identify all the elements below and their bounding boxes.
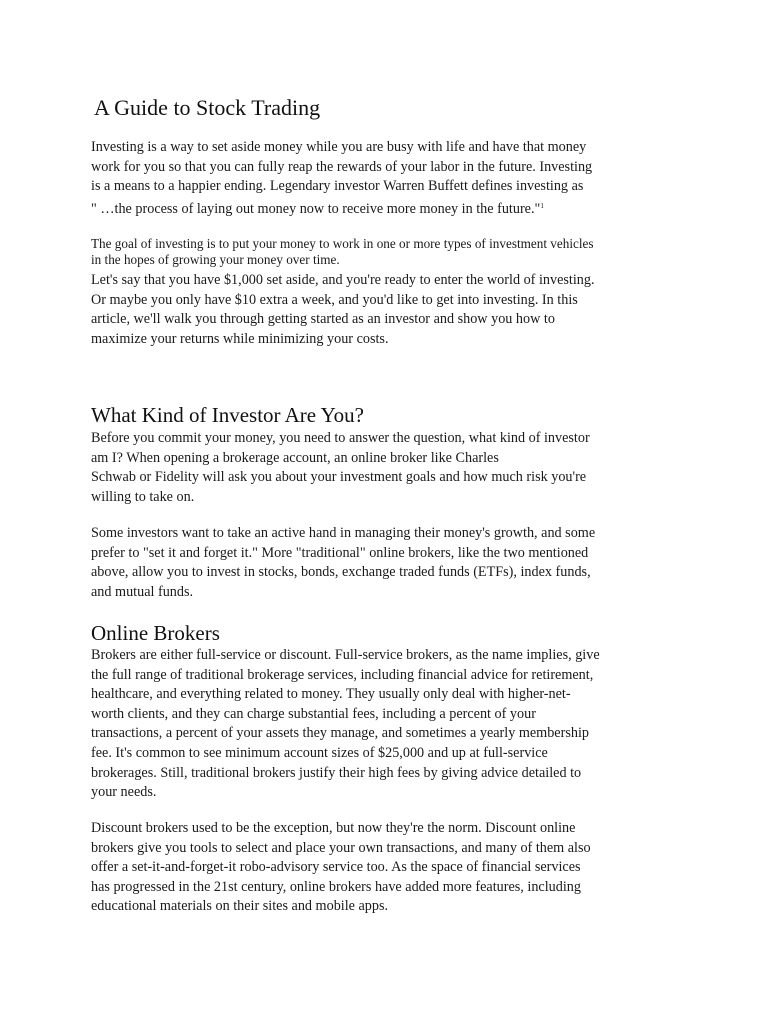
text-line: brokers give you tools to select and place your own transactions, and many of them also — [91, 839, 591, 856]
text-line: Brokers are either full-service or discount. Full-service brokers, as the name implies, give — [91, 647, 600, 663]
brokers-paragraph-1 — [91, 646, 691, 803]
text-line: Or maybe you only have $10 extra a week, and you'd like to get into investing. In this — [91, 291, 578, 308]
text-line: healthcare, and everything related to money. They usually only deal with higher-net- — [91, 686, 571, 703]
text-line: am I? When opening a brokerage account, an online broker like Charles — [91, 449, 499, 466]
document-title: A Guide to Stock Trading — [94, 95, 321, 120]
text-line: above, allow you to invest in stocks, bonds, exchange traded funds (ETFs), index funds, — [91, 564, 591, 581]
investor-section-heading: What Kind of Investor Are You? — [91, 403, 364, 427]
text-line: worth clients, and they can charge substantial fees, including a percent of your — [91, 705, 536, 722]
brokers-section-heading: Online Brokers — [91, 621, 220, 645]
goal-paragraph — [91, 236, 691, 268]
investor-paragraph-2 — [91, 524, 691, 602]
text-line: work for you so that you can fully reap the rewards of your labor in the future. Investing — [91, 158, 593, 175]
text-line: maximize your returns while minimizing your costs. — [91, 330, 389, 347]
text-line: Schwab or Fidelity will ask you about your investment goals and how much risk you're — [91, 469, 587, 486]
text-line: has progressed in the 21st century, online brokers have added more features, including — [91, 878, 581, 895]
text-line: educational materials on their sites and mobile apps. — [91, 898, 389, 915]
text-line: your needs. — [91, 784, 157, 801]
text-line: Discount brokers used to be the exception, but now they're the norm. Discount online — [91, 820, 576, 836]
text-line: is a means to a happier ending. Legendary investor Warren Buffett defines investing as — [91, 178, 584, 195]
text-line: Investing is a way to set aside money while you are busy with life and have that money — [91, 139, 587, 155]
footnote-marker: 1 — [540, 201, 544, 210]
text-line: offer a set-it-and-forget-it robo-advisory service too. As the space of financial services — [91, 859, 581, 876]
intro-paragraph — [91, 138, 691, 219]
text-line: in the hopes of growing your money over time. — [91, 252, 340, 267]
text-line: and mutual funds. — [91, 583, 194, 600]
text-line: willing to take on. — [91, 488, 195, 505]
investor-paragraph-1 — [91, 429, 691, 507]
text-line: article, we'll walk you through getting started as an investor and show you how to — [91, 311, 555, 328]
quote-text: " …the process of laying out money now to receive more money in the future." — [91, 200, 541, 217]
text-line — [91, 197, 691, 220]
text-line: Some investors want to take an active hand in managing their money's growth, and some — [91, 525, 596, 541]
text-line: The goal of investing is to put your money to work in one or more types of investment vehicles — [91, 236, 594, 251]
text-line: transactions, a percent of your assets they manage, and sometimes a yearly membership — [91, 725, 589, 742]
brokers-paragraph-2 — [91, 819, 691, 917]
getting-started-paragraph — [91, 271, 691, 349]
text-line: the full range of traditional brokerage services, including financial advice for retirement, — [91, 666, 594, 683]
text-line: fee. It's common to see minimum account sizes of $25,000 and up at full-service — [91, 744, 548, 761]
text-line: brokerages. Still, traditional brokers justify their high fees by giving advice detailed to — [91, 764, 582, 781]
text-line: Before you commit your money, you need to answer the question, what kind of investor — [91, 430, 590, 446]
text-line: prefer to "set it and forget it." More "traditional" online brokers, like the two mentioned — [91, 544, 589, 561]
text-line: Let's say that you have $1,000 set aside, and you're ready to enter the world of investing. — [91, 272, 595, 288]
